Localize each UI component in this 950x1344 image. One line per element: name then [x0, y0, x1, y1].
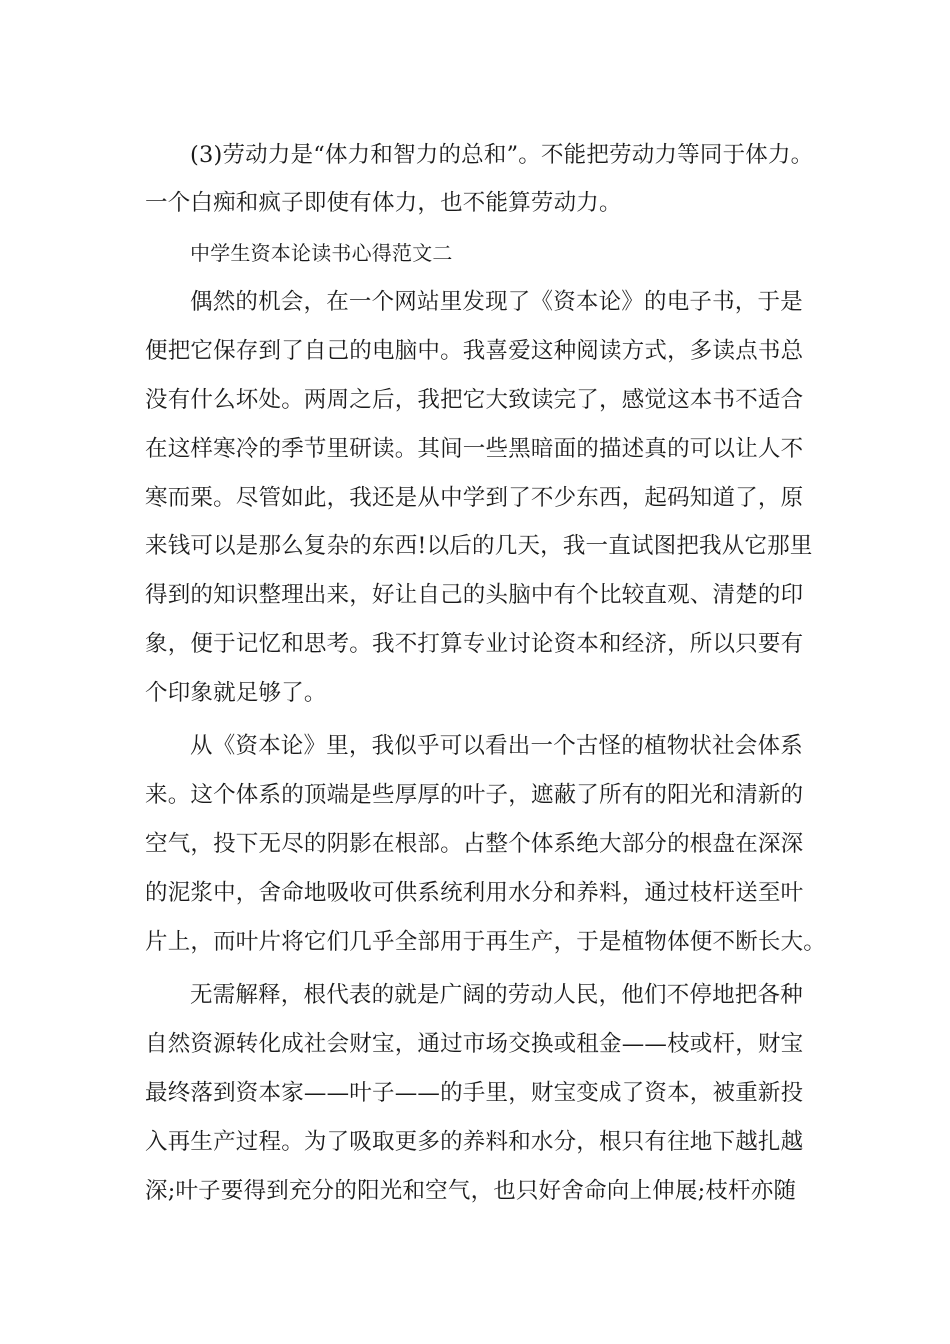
text-line: 来。这个体系的顶端是些厚厚的叶子，遮蔽了所有的阳光和清新的 [145, 782, 804, 808]
text-line: 深;叶子要得到充分的阳光和空气，也只好舍命向上伸展;枝杆亦随 [145, 1178, 797, 1204]
text-line: 入再生产过程。为了吸取更多的养料和水分，根只有往地下越扎越 [145, 1129, 804, 1155]
text-line: 来钱可以是那么复杂的东西!以后的几天，我一直试图把我从它那里 [145, 533, 813, 559]
text-line: 一个白痴和疯子即使有体力，也不能算劳动力。 [145, 190, 622, 216]
text-line: 从《资本论》里，我似乎可以看出一个古怪的植物状社会体系 [190, 733, 803, 759]
text-line: 无需解释，根代表的就是广阔的劳动人民，他们不停地把各种 [190, 982, 803, 1008]
text-line: 象，便于记忆和思考。我不打算专业讨论资本和经济，所以只要有 [145, 631, 804, 657]
text-line: 空气，投下无尽的阴影在根部。占整个体系绝大部分的根盘在深深 [145, 831, 804, 857]
text-line: 的泥浆中，舍命地吸收可供系统利用水分和养料，通过枝杆送至叶 [145, 880, 804, 906]
text-line: 没有什么坏处。两周之后，我把它大致读完了，感觉这本书不适合 [145, 387, 804, 413]
text-line: 个印象就足够了。 [145, 680, 327, 706]
text-line: (3)劳动力是“体力和智力的总和”。不能把劳动力等同于体力。 [190, 142, 814, 168]
text-line: 自然资源转化成社会财宝，通过市场交换或租金——枝或杆，财宝 [145, 1031, 804, 1057]
section-heading: 中学生资本论读书心得范文二 [190, 241, 453, 265]
text-line: 寒而栗。尽管如此，我还是从中学到了不少东西，起码知道了，原 [145, 485, 804, 511]
text-line: 偶然的机会，在一个网站里发现了《资本论》的电子书，于是 [190, 289, 803, 315]
text-line: 得到的知识整理出来，好让自己的头脑中有个比较直观、清楚的印 [145, 582, 804, 608]
text-line: 最终落到资本家——叶子——的手里，财宝变成了资本，被重新投 [145, 1080, 804, 1106]
text-line: 片上，而叶片将它们几乎全部用于再生产，于是植物体便不断长大。 [145, 929, 827, 955]
text-line: 在这样寒冷的季节里研读。其间一些黑暗面的描述真的可以让人不 [145, 436, 804, 462]
text-line: 便把它保存到了自己的电脑中。我喜爱这种阅读方式，多读点书总 [145, 338, 804, 364]
